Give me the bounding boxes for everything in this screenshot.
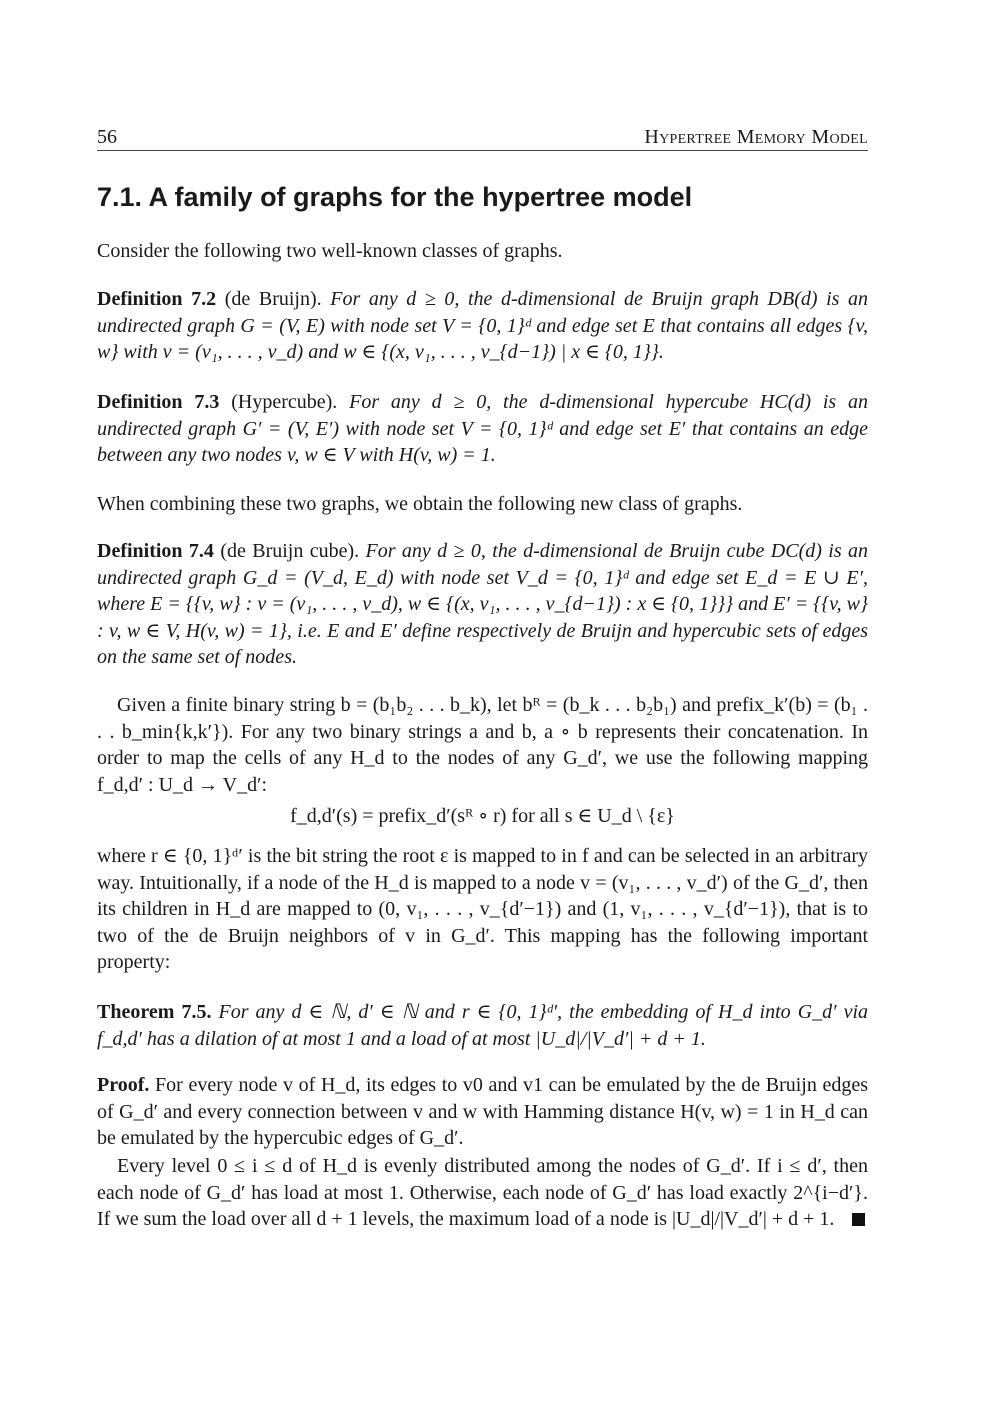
definition-7-2 [97, 286, 868, 366]
qed-square-icon [852, 1213, 865, 1226]
proof-body: For every node v of H_d, its edges to v0 and v1 can be emulated by the de Bruijn edges of G_d′ and every connection between v and w with Hamming distance H(v, w) = 1 in H_d can be emulated by the hypercubic edges of G_d′. [97, 1074, 869, 1149]
definition-body: For any d ≥ 0, the d-dimensional hypercube HC(d) is an undirected graph G′ = (V, E′) with node set V = {0, 1}ᵈ and edge set E′ that contains an edge between any two nodes v, w ∈ V with H(v, w) = 1. [97, 391, 869, 466]
theorem-body: For any d ∈ ℕ, d′ ∈ ℕ and r ∈ {0, 1}ᵈ′, the embedding of H_d into G_d′ via f_d,d′ has a dilation of at most 1 and a load of at most |U_d|/|V_d′| + d + 1. [97, 1001, 868, 1050]
definition-name: (de Bruijn cube). [220, 540, 360, 562]
proof-continuation-text: Every level 0 ≤ i ≤ d of H_d is evenly distributed among the nodes of G_d′. If i ≤ d′, then each node of G_d′ has load at most 1. Otherwise, each node of G_d′ has load exactly 2^{i−d′}. If we sum the load over all d + 1 levels, the maximum load of a node is |U_d|/|V_d′| + d + 1. [97, 1155, 868, 1230]
intro-paragraph: Consider the following two well-known classes of graphs. [97, 240, 563, 262]
definition-name: (Hypercube). [231, 391, 338, 413]
definition-name: (de Bruijn). [224, 288, 322, 310]
root-paragraph: where r ∈ {0, 1}ᵈ′ is the bit string the root ε is mapped to in f and can be selected in an arbitrary way. Intuitionally, if a node of the H_d is mapped to a node v = (v₁, . . . , v_d′) of the G_d′, then its children in H_d are mapped to (0, v₁, . . . , v_{d′−1}) and (1, v₁, . . . , v_{d′−1}), that is to two of the de Bruijn neighbors of v in G_d′. This mapping has the following important property: [97, 845, 868, 973]
theorem-label: Theorem 7.5. [97, 1001, 212, 1023]
combine-paragraph: When combining these two graphs, we obtain the following new class of graphs. [97, 493, 743, 515]
definition-label: Definition 7.4 [97, 540, 214, 562]
definition-7-3 [97, 389, 868, 469]
section-heading: 7.1. A family of graphs for the hypertree model [97, 182, 693, 212]
proof-paragraph [97, 1072, 868, 1152]
definition-label: Definition 7.3 [97, 391, 220, 413]
running-header [97, 124, 868, 151]
proof-label: Proof. [97, 1074, 150, 1096]
page-number: 56 [97, 126, 117, 148]
proof-continuation [97, 1153, 868, 1233]
definition-body: For any d ≥ 0, the d-dimensional de Bruijn cube DC(d) is an undirected graph G_d = (V_d, E_d) with node set V_d = {0, 1}ᵈ and edge set E_d = E ∪ E′, where E = {{v, w} : v = (v₁, . . . , v_d), w ∈ {(x, v₁, . . . , v_{d−1}) : x ∈ {0, 1}}} and E′ = {{v, w} : v, w ∈ V, H(v, w) = 1}, i.e. E and E′ define respectively de Bruijn and hypercubic sets of edges on the same set of nodes. [97, 540, 868, 668]
definition-label: Definition 7.2 [97, 288, 217, 310]
definition-body: For any d ≥ 0, the d-dimensional de Bruijn graph DB(d) is an undirected graph G = (V, E) with node set V = {0, 1}ᵈ and edge set E that contains all edges {v, w} with v = (v₁, . . . , v_d) and w ∈ {(x, v₁, . . . , v_{d−1}) | x ∈ {0, 1}}. [97, 288, 869, 363]
mapping-equation: f_d,d′(s) = prefix_d′(sᴿ ∘ r) for all s ∈ U_d \ {ε} [290, 805, 675, 827]
theorem-7-5 [97, 999, 868, 1052]
mapping-paragraph: Given a finite binary string b = (b₁b₂ . . . b_k), let bᴿ = (b_k . . . b₂b₁) and prefix_k′(b) = (b₁ . . . b_min{k,k′}). For any two binary strings a and b, a ∘ b represents their concatenation. In order to map the cells of any H_d to the nodes of any G_d′, we use the following mapping f_d,d′ : U_d → V_d′: [97, 694, 868, 796]
definition-7-4 [97, 538, 868, 671]
running-title: Hypertree Memory Model [644, 126, 868, 148]
